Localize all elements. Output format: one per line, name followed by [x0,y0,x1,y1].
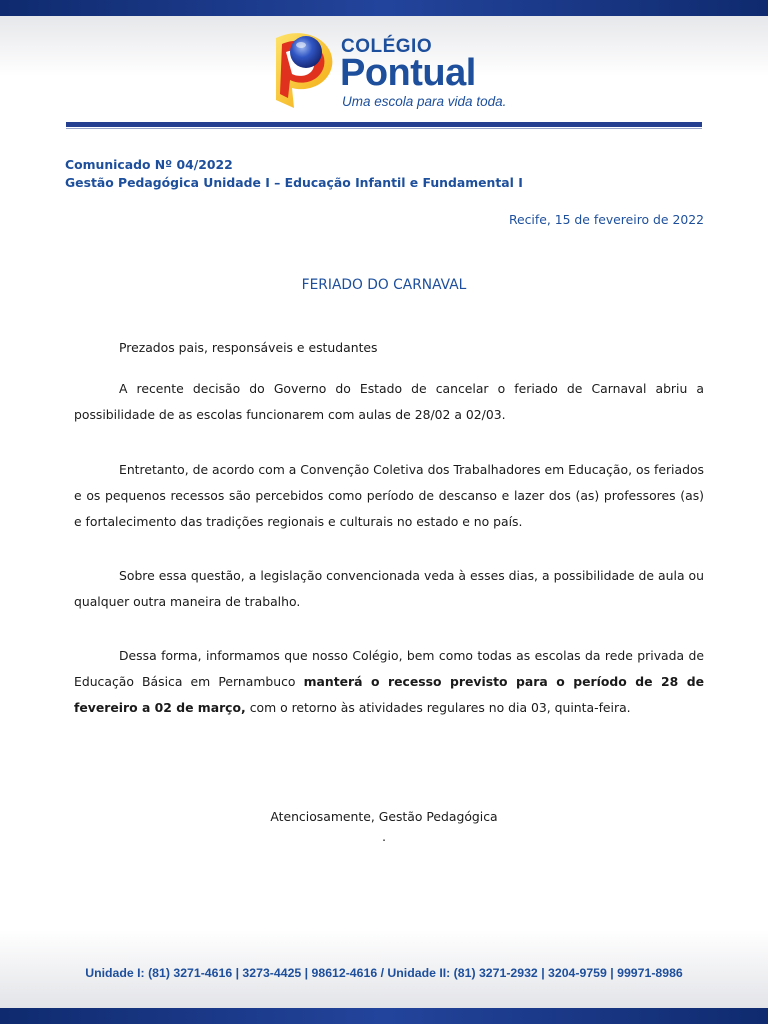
document-title: FERIADO DO CARNAVAL [301,277,467,293]
closing-dot: . [382,830,386,844]
paragraph-4-end: com o retorno às atividades regulares no dia 03, quinta-feira. [245,700,631,715]
school-logo [262,30,514,114]
place-and-date: Recife, 15 de fevereiro de 2022 [508,212,704,227]
footer-contacts: Unidade I: (81) 3271-4616 | 3273-4425 | 98612-4616 / Unidade II: (81) 3271-2932 | 3204-9759 | 99971-8986 [85,966,683,980]
colegio-pontual-logo-icon [262,30,338,110]
paragraph-2: Entretanto, de acordo com a Convenção Coletiva dos Trabalhadores em Educação, os feriados e os pequenos recessos são percebidos como período de descanso e lazer dos (as) professores (as) e fortalecimento das tradições regionais e culturais no estado e no país. [74,462,704,529]
salutation: Prezados pais, responsáveis e estudantes [119,340,378,355]
bottom-color-band [0,1008,768,1024]
header-divider-thin [66,128,702,129]
brand-slogan: Uma escola para vida toda. [342,94,507,109]
paragraph-4-highlight: manterá o recesso previsto para o período de 28 de fevereiro a 02 de março, [74,674,704,715]
paragraph-3: Sobre essa questão, a legislação convencionada veda à esses dias, a possibilidade de aula ou qualquer outra maneira de trabalho. [74,568,704,609]
document-number: Comunicado Nº 04/2022 [65,157,233,172]
paragraph-4 [74,643,704,721]
paragraph-1: A recente decisão do Governo do Estado de cancelar o feriado de Carnaval abriu a possibilidade de as escolas funcionarem com aulas de 28/02 a 02/03. [74,381,704,422]
header-divider [66,122,702,127]
top-color-band [0,0,768,16]
paragraph-4-start: Dessa forma, informamos que nosso Colégio, bem como todas as escolas da rede privada de Educação Básica em Pernambuco [74,648,704,689]
brand-colegio-text: COLÉGIO [341,36,433,57]
closing-signature: Atenciosamente, Gestão Pedagógica [270,809,498,824]
document-department: Gestão Pedagógica Unidade I – Educação Infantil e Fundamental I [65,175,523,190]
brand-pontual-text: Pontual [340,52,476,94]
document-meta [65,156,523,192]
